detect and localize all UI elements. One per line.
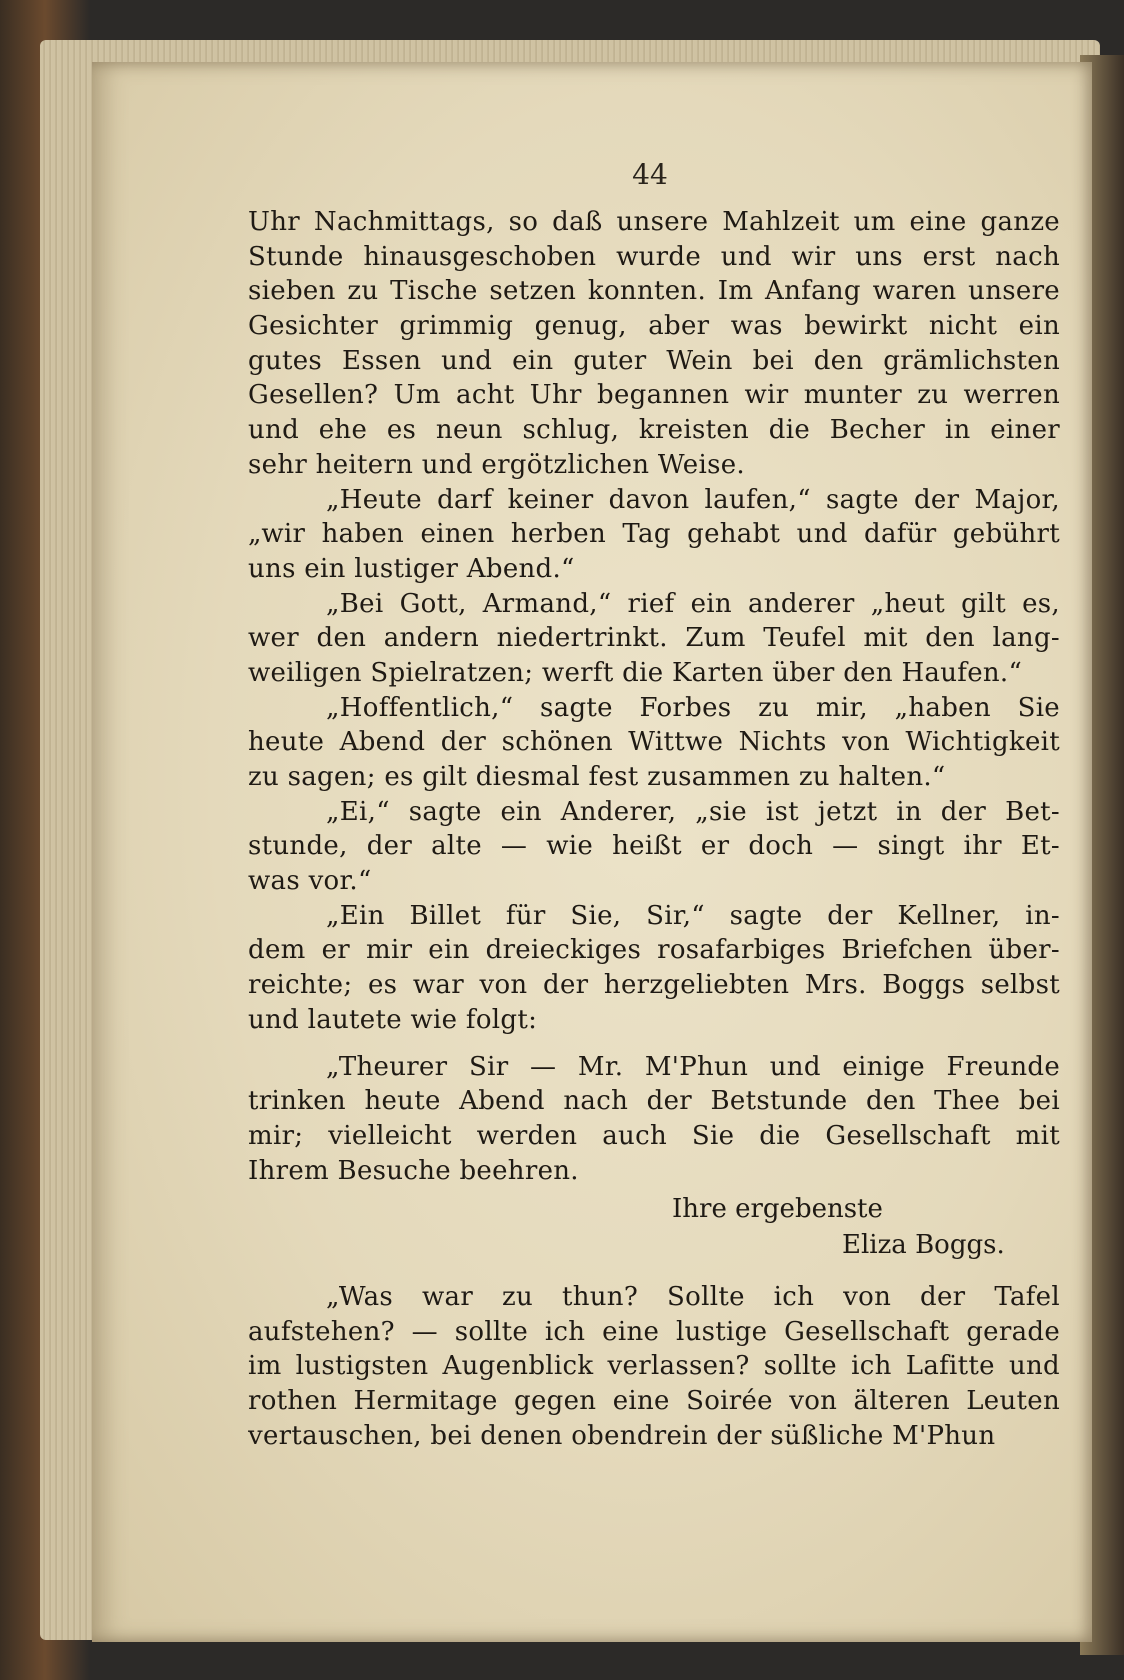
text-line: heute Abend der schönen Wittwe Nichts von Wichtigkeit xyxy=(248,727,1060,758)
text-line: im lustigsten Augenblick verlassen? sollte ich Lafitte und xyxy=(248,1351,1060,1382)
text-line: und lautete wie folgt: xyxy=(248,1004,538,1035)
text-line: „Ei,“ sagte ein Anderer, „sie ist jetzt in der Bet- xyxy=(326,796,1060,827)
text-line: „Heute darf keiner davon laufen,“ sagte der Major, xyxy=(326,484,1060,515)
text-line: was vor.“ xyxy=(248,866,372,897)
signature-closing: Ihre ergebenste xyxy=(672,1194,883,1224)
text-line: Uhr Nachmittags, so daß unsere Mahlzeit um eine ganze xyxy=(248,207,1060,237)
text-line: rothen Hermitage gegen eine Soirée von älteren Leuten xyxy=(248,1386,1060,1417)
text-line: „Bei Gott, Armand,“ rief ein anderer „heut gilt es, xyxy=(326,588,1060,619)
text-line: dem er mir ein dreieckiges rosafarbiges Briefchen über- xyxy=(248,935,1060,966)
text-line: gutes Essen und ein guter Wein bei den grämlichsten xyxy=(248,345,1060,376)
text-line: sehr heitern und ergötzlichen Weise. xyxy=(248,449,745,480)
text-line: und ehe es neun schlug, kreisten die Becher in einer xyxy=(248,415,1060,446)
text-line: mir; vielleicht werden auch Sie die Gesellschaft mit xyxy=(248,1120,1060,1151)
text-line: „Hoffentlich,“ sagte Forbes zu mir, „haben Sie xyxy=(326,692,1060,723)
text-line: uns ein lustiger Abend.“ xyxy=(248,553,575,584)
body-text-top xyxy=(248,205,1060,1188)
text-line: Stunde hinausgeschoben wurde und wir uns erst nach xyxy=(248,241,1060,272)
text-line: wer den andern niedertrinkt. Zum Teufel mit den lang- xyxy=(248,623,1060,654)
text-line: weiligen Spielratzen; werft die Karten über den Haufen.“ xyxy=(248,657,1023,688)
text-line: vertauschen, bei denen obendrein der süßliche M'Phun xyxy=(248,1420,996,1451)
text-line: „Ein Billet für Sie, Sir,“ sagte der Kellner, in- xyxy=(326,900,1060,931)
text-line: Ihrem Besuche beehren. xyxy=(248,1155,579,1186)
text-line: „Was war zu thun? Sollte ich von der Tafel xyxy=(326,1282,1060,1312)
text-line: stunde, der alte — wie heißt er doch — singt ihr Et- xyxy=(248,831,1060,862)
text-line: trinken heute Abend nach der Betstunde den Thee bei xyxy=(248,1086,1060,1117)
text-line: „wir haben einen herben Tag gehabt und dafür gebührt xyxy=(248,519,1060,550)
text-line: „Theurer Sir — Mr. M'Phun und einige Freunde xyxy=(326,1051,1060,1082)
page-number: 44 xyxy=(632,158,668,191)
text-line: reichte; es war von der herzgeliebten Mrs. Boggs selbst xyxy=(248,970,1060,1001)
paragraph-gap xyxy=(248,1038,1060,1050)
signature-name: Eliza Boggs. xyxy=(842,1230,1005,1260)
text-line: zu sagen; es gilt diesmal fest zusammen zu halten.“ xyxy=(248,762,946,792)
text-line: aufstehen? — sollte ich eine lustige Gesellschaft gerade xyxy=(248,1316,1060,1347)
body-text-bottom xyxy=(248,1280,1060,1453)
text-line: Gesichter grimmig genug, aber was bewirkt nicht ein xyxy=(248,311,1060,342)
text-line: Gesellen? Um acht Uhr begannen wir munter zu werren xyxy=(248,380,1060,411)
text-line: sieben zu Tische setzen konnten. Im Anfang waren unsere xyxy=(248,276,1060,307)
